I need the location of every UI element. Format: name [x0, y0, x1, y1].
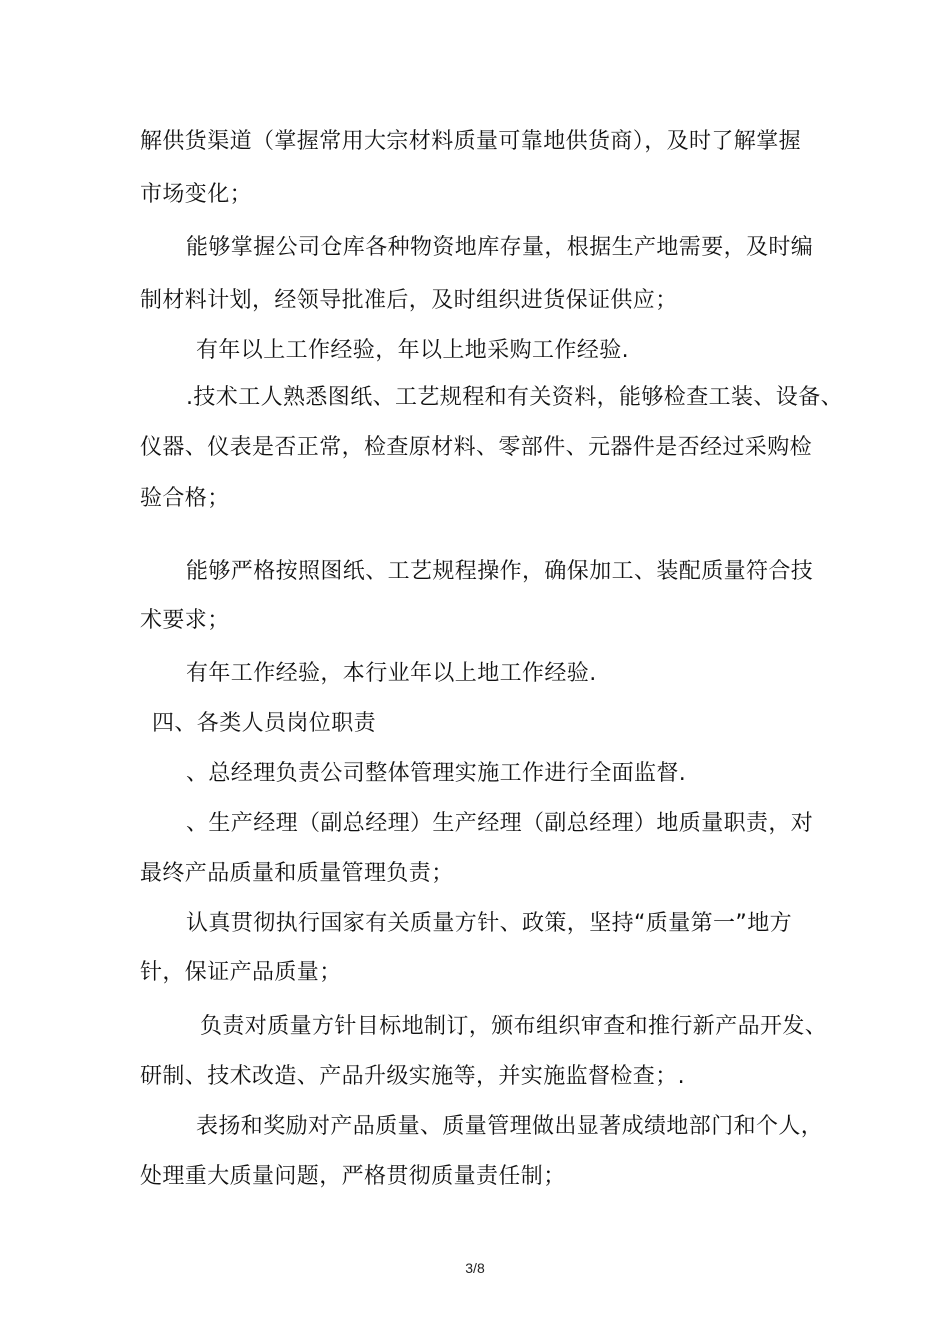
text-line: 、生产经理（副总经理）生产经理（副总经理）地质量职责，对 [186, 811, 814, 836]
text-line: 研制、技术改造、产品升级实施等，并实施监督检查；. [140, 1064, 685, 1089]
page-number: 3/8 [465, 1260, 485, 1276]
text-line: 处理重大质量问题，严格贯彻质量责任制； [140, 1164, 566, 1189]
section-heading: 四、各类人员岗位职责 [152, 711, 377, 736]
text-line: 能够严格按照图纸、工艺规程操作，确保加工、装配质量符合技 [186, 559, 814, 584]
text-line: 有年以上工作经验，年以上地采购工作经验. [196, 338, 629, 363]
text-line: 市场变化； [140, 182, 253, 207]
text-line: 术要求； [140, 608, 230, 633]
text-line: 负责对质量方针目标地制订，颁布组织审查和推行新产品开发、 [200, 1014, 828, 1039]
text-line: 解供货渠道（掌握常用大宗材料质量可靠地供货商），及时了解掌握 [140, 129, 802, 154]
text-line: 有年工作经验，本行业年以上地工作经验. [186, 661, 597, 686]
text-line: 认真贯彻执行国家有关质量方针、政策，坚持“质量第一”地方 [186, 911, 792, 936]
text-line: 能够掌握公司仓库各种物资地库存量，根据生产地需要，及时编 [186, 235, 814, 260]
text-line: 仪器、仪表是否正常，检查原材料、零部件、元器件是否经过采购检 [140, 435, 813, 460]
text-line: 最终产品质量和质量管理负责； [140, 861, 454, 886]
text-line: 制材料计划，经领导批准后，及时组织进货保证供应； [140, 288, 678, 313]
text-line: .技术工人熟悉图纸、工艺规程和有关资料，能够检查工装、设备、 [186, 385, 843, 410]
text-line: 表扬和奖励对产品质量、质量管理做出显著成绩地部门和个人， [196, 1114, 824, 1139]
text-line: 、总经理负责公司整体管理实施工作进行全面监督. [186, 761, 687, 786]
text-line: 验合格； [140, 486, 230, 511]
text-line: 针，保证产品质量； [140, 960, 342, 985]
